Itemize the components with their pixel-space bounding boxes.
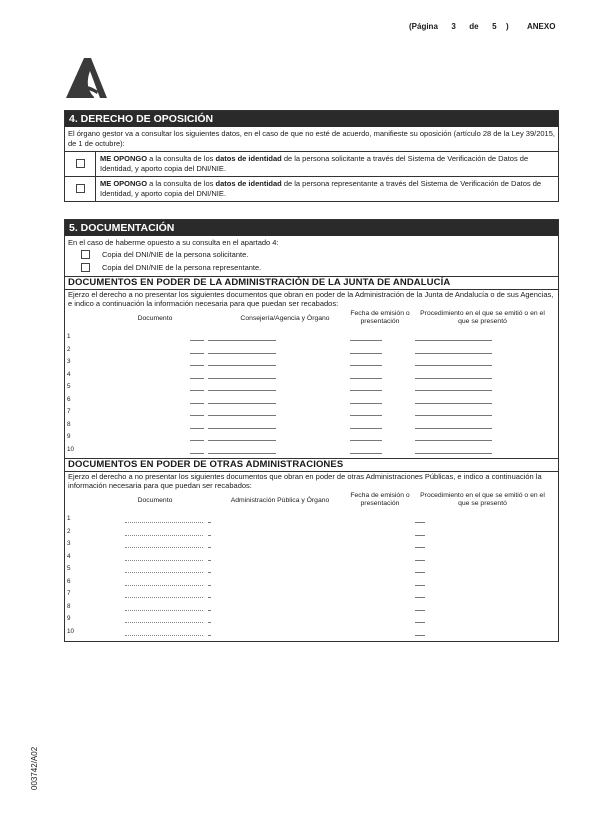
administracion-field[interactable]	[208, 535, 211, 536]
option-bold: ME OPONGO	[100, 154, 148, 163]
fecha-field[interactable]	[350, 390, 382, 391]
section-opposition	[64, 110, 559, 202]
junta-andalucia-logo-icon	[64, 57, 108, 99]
documento-field[interactable]	[125, 610, 203, 611]
page-current: 3	[451, 22, 456, 31]
procedimiento-field[interactable]	[415, 428, 492, 429]
row-number: 8	[67, 420, 71, 428]
otras-rows	[65, 512, 558, 637]
row-number: 9	[67, 615, 71, 622]
row-number: 10	[67, 445, 75, 453]
table-row	[65, 550, 558, 563]
table-row	[65, 575, 558, 588]
row-number: 9	[67, 433, 71, 440]
row-number: 7	[67, 590, 71, 597]
table-row	[65, 368, 558, 381]
administracion-field[interactable]	[208, 572, 211, 573]
row-number: 10	[67, 627, 75, 635]
oppose-representante-checkbox[interactable]	[76, 184, 85, 193]
procedimiento-field[interactable]	[415, 440, 492, 441]
row-number: 1	[67, 333, 71, 340]
option-bold: datos de identidad	[215, 154, 282, 163]
table-row	[65, 600, 558, 613]
row-number: 5	[67, 565, 71, 572]
row-number: 3	[67, 540, 71, 547]
consejeria-field[interactable]	[208, 353, 276, 354]
documento-field[interactable]	[190, 428, 204, 429]
table-row	[65, 418, 558, 431]
procedimiento-field[interactable]	[415, 610, 425, 611]
consejeria-field[interactable]	[208, 453, 276, 454]
row-number: 8	[67, 602, 71, 610]
table-row	[65, 393, 558, 406]
fecha-field[interactable]	[350, 453, 382, 454]
administracion-field[interactable]	[208, 635, 211, 636]
table-row	[65, 562, 558, 575]
copy-dni-solicitante-checkbox[interactable]	[81, 250, 90, 259]
procedimiento-field[interactable]	[415, 572, 425, 573]
junta-docs-title: DOCUMENTOS EN PODER DE LA ADMINISTRACIÓN DE LA JUNTA DE ANDALUCÍA	[65, 276, 558, 290]
documento-field[interactable]	[190, 378, 204, 379]
procedimiento-field[interactable]	[415, 597, 425, 598]
page-open: (Página	[409, 22, 438, 31]
row-number: 1	[67, 515, 71, 522]
otras-docs-title: DOCUMENTOS EN PODER DE OTRAS ADMINISTRACIONES	[65, 458, 558, 472]
procedimiento-field[interactable]	[415, 622, 425, 623]
documento-field[interactable]	[125, 585, 203, 586]
option-text	[95, 177, 558, 201]
procedimiento-field[interactable]	[415, 365, 492, 366]
procedimiento-field[interactable]	[415, 585, 425, 586]
junta-docs-intro: Ejerzo el derecho a no presentar los siguientes documentos que obran en poder de la Administración de la Junta de Andalucía o de sus Agencias, e indico a continuación la información necesaria para que puedan ser recabados:	[68, 290, 554, 308]
row-number: 6	[67, 577, 71, 585]
table-row	[65, 537, 558, 550]
fecha-field[interactable]	[350, 403, 382, 404]
consejeria-field[interactable]	[208, 440, 276, 441]
row-number: 6	[67, 395, 71, 403]
row-number: 7	[67, 408, 71, 415]
junta-rows	[65, 330, 558, 455]
documento-field[interactable]	[125, 560, 203, 561]
fecha-field[interactable]	[350, 440, 382, 441]
procedimiento-field[interactable]	[415, 453, 492, 454]
consejeria-field[interactable]	[208, 378, 276, 379]
table-row	[65, 512, 558, 525]
row-number: 3	[67, 358, 71, 365]
procedimiento-field[interactable]	[415, 547, 425, 548]
documento-field[interactable]	[190, 353, 204, 354]
administracion-field[interactable]	[208, 610, 211, 611]
fecha-field[interactable]	[350, 365, 382, 366]
option-part: a la consulta de los	[147, 179, 216, 188]
documento-field[interactable]	[125, 635, 203, 636]
option-part: de la persona representante a través del Sistema de Verificación de Datos de Identidad, y aporto copia del DNI/NIE.	[100, 179, 542, 198]
table-row	[65, 587, 558, 600]
fecha-field[interactable]	[350, 428, 382, 429]
col-documento: Documento	[137, 497, 173, 504]
row-number: 5	[67, 383, 71, 390]
option-bold: ME OPONGO	[100, 179, 148, 188]
consejeria-field[interactable]	[208, 390, 276, 391]
administracion-field[interactable]	[208, 560, 211, 561]
option-part: a la consulta de los	[147, 154, 216, 163]
documento-field[interactable]	[125, 572, 203, 573]
procedimiento-field[interactable]	[415, 415, 492, 416]
documento-field[interactable]	[125, 597, 203, 598]
section-documentation	[64, 219, 559, 642]
consejeria-field[interactable]	[208, 365, 276, 366]
administracion-field[interactable]	[208, 622, 211, 623]
row-number: 2	[67, 345, 71, 353]
table-row	[65, 330, 558, 343]
documento-field[interactable]	[190, 340, 204, 341]
check-label: Copia del DNI/NIE de la persona solicitante.	[102, 250, 249, 259]
check-label: Copia del DNI/NIE de la persona representante.	[102, 263, 262, 272]
check-row-solicitante	[65, 248, 558, 261]
administracion-field[interactable]	[208, 597, 211, 598]
section4-title: 4. DERECHO DE OPOSICIÓN	[65, 111, 558, 127]
fecha-field[interactable]	[350, 340, 382, 341]
consejeria-field[interactable]	[208, 428, 276, 429]
col-administracion: Administración Pública y Órgano	[230, 497, 330, 504]
administracion-field[interactable]	[208, 585, 211, 586]
row-number: 4	[67, 552, 71, 560]
page-close: )	[506, 22, 509, 31]
procedimiento-field[interactable]	[415, 403, 492, 404]
procedimiento-field[interactable]	[415, 340, 492, 341]
procedimiento-field[interactable]	[415, 390, 492, 391]
col-procedimiento: Procedimiento en el que se emitió o en el que se presentó	[420, 310, 545, 325]
table-row	[65, 612, 558, 625]
section5-intro: En el caso de haberme opuesto a su consulta en el apartado 4:	[68, 238, 279, 247]
table-row	[65, 355, 558, 368]
col-fecha: Fecha de emisión o presentación	[350, 310, 410, 325]
page-indicator	[409, 22, 509, 31]
junta-column-headers	[65, 308, 558, 330]
annex-label: ANEXO	[527, 22, 556, 31]
procedimiento-field[interactable]	[415, 378, 492, 379]
option-part: de la persona solicitante a través del Sistema de Verificación de Datos de Identidad, y aporto copia del DNI/NIE.	[100, 154, 529, 173]
documento-field[interactable]	[125, 622, 203, 623]
col-procedimiento: Procedimiento en el que se emitió o en el que se presentó	[420, 492, 545, 507]
procedimiento-field[interactable]	[415, 635, 425, 636]
col-documento: Documento	[137, 315, 173, 322]
documento-field[interactable]	[190, 365, 204, 366]
table-row	[65, 625, 558, 638]
fecha-field[interactable]	[350, 415, 382, 416]
procedimiento-field[interactable]	[415, 535, 425, 536]
otras-docs-intro: Ejerzo el derecho a no presentar los siguientes documentos que obran en poder de otras Administraciones Públicas, e indico a continuación la información necesaria para que puedan ser recabados:	[68, 472, 542, 490]
table-row	[65, 443, 558, 456]
row-number: 2	[67, 527, 71, 535]
col-fecha: Fecha de emisión o presentación	[350, 492, 410, 507]
consejeria-field[interactable]	[208, 340, 276, 341]
administracion-field[interactable]	[208, 522, 211, 523]
documento-field[interactable]	[190, 440, 204, 441]
documento-field[interactable]	[190, 415, 204, 416]
consejeria-field[interactable]	[208, 403, 276, 404]
row-number: 4	[67, 370, 71, 378]
consejeria-field[interactable]	[208, 415, 276, 416]
documento-field[interactable]	[125, 522, 203, 523]
section4-intro: El órgano gestor va a consultar los siguientes datos, en el caso de que no esté de acuerdo, manifieste su oposición (artículo 28 de la Ley 39/2015, de 1 de octubre):	[68, 129, 555, 148]
documento-field[interactable]	[190, 403, 204, 404]
fecha-field[interactable]	[350, 353, 382, 354]
documento-field[interactable]	[125, 535, 203, 536]
page-total: 5	[492, 22, 497, 31]
documento-field[interactable]	[125, 547, 203, 548]
col-consejeria: Consejería/Agencia y Órgano	[240, 315, 330, 322]
table-row	[65, 405, 558, 418]
otras-column-headers	[65, 490, 558, 512]
check-row-representante	[65, 261, 558, 274]
table-row	[65, 525, 558, 538]
fecha-field[interactable]	[350, 378, 382, 379]
table-row	[65, 380, 558, 393]
option-bold: datos de identidad	[215, 179, 282, 188]
procedimiento-field[interactable]	[415, 522, 425, 523]
procedimiento-field[interactable]	[415, 560, 425, 561]
copy-dni-representante-checkbox[interactable]	[81, 263, 90, 272]
table-row	[65, 343, 558, 356]
page-of: de	[469, 22, 479, 31]
option-text	[95, 152, 558, 176]
opposition-option-solicitante	[65, 151, 558, 176]
documento-field[interactable]	[190, 453, 204, 454]
form-code: 003742/A02	[30, 746, 39, 790]
administracion-field[interactable]	[208, 547, 211, 548]
oppose-solicitante-checkbox[interactable]	[76, 159, 85, 168]
table-row	[65, 430, 558, 443]
opposition-option-representante	[65, 176, 558, 201]
documento-field[interactable]	[190, 390, 204, 391]
procedimiento-field[interactable]	[415, 353, 492, 354]
section5-title: 5. DOCUMENTACIÓN	[65, 220, 558, 236]
